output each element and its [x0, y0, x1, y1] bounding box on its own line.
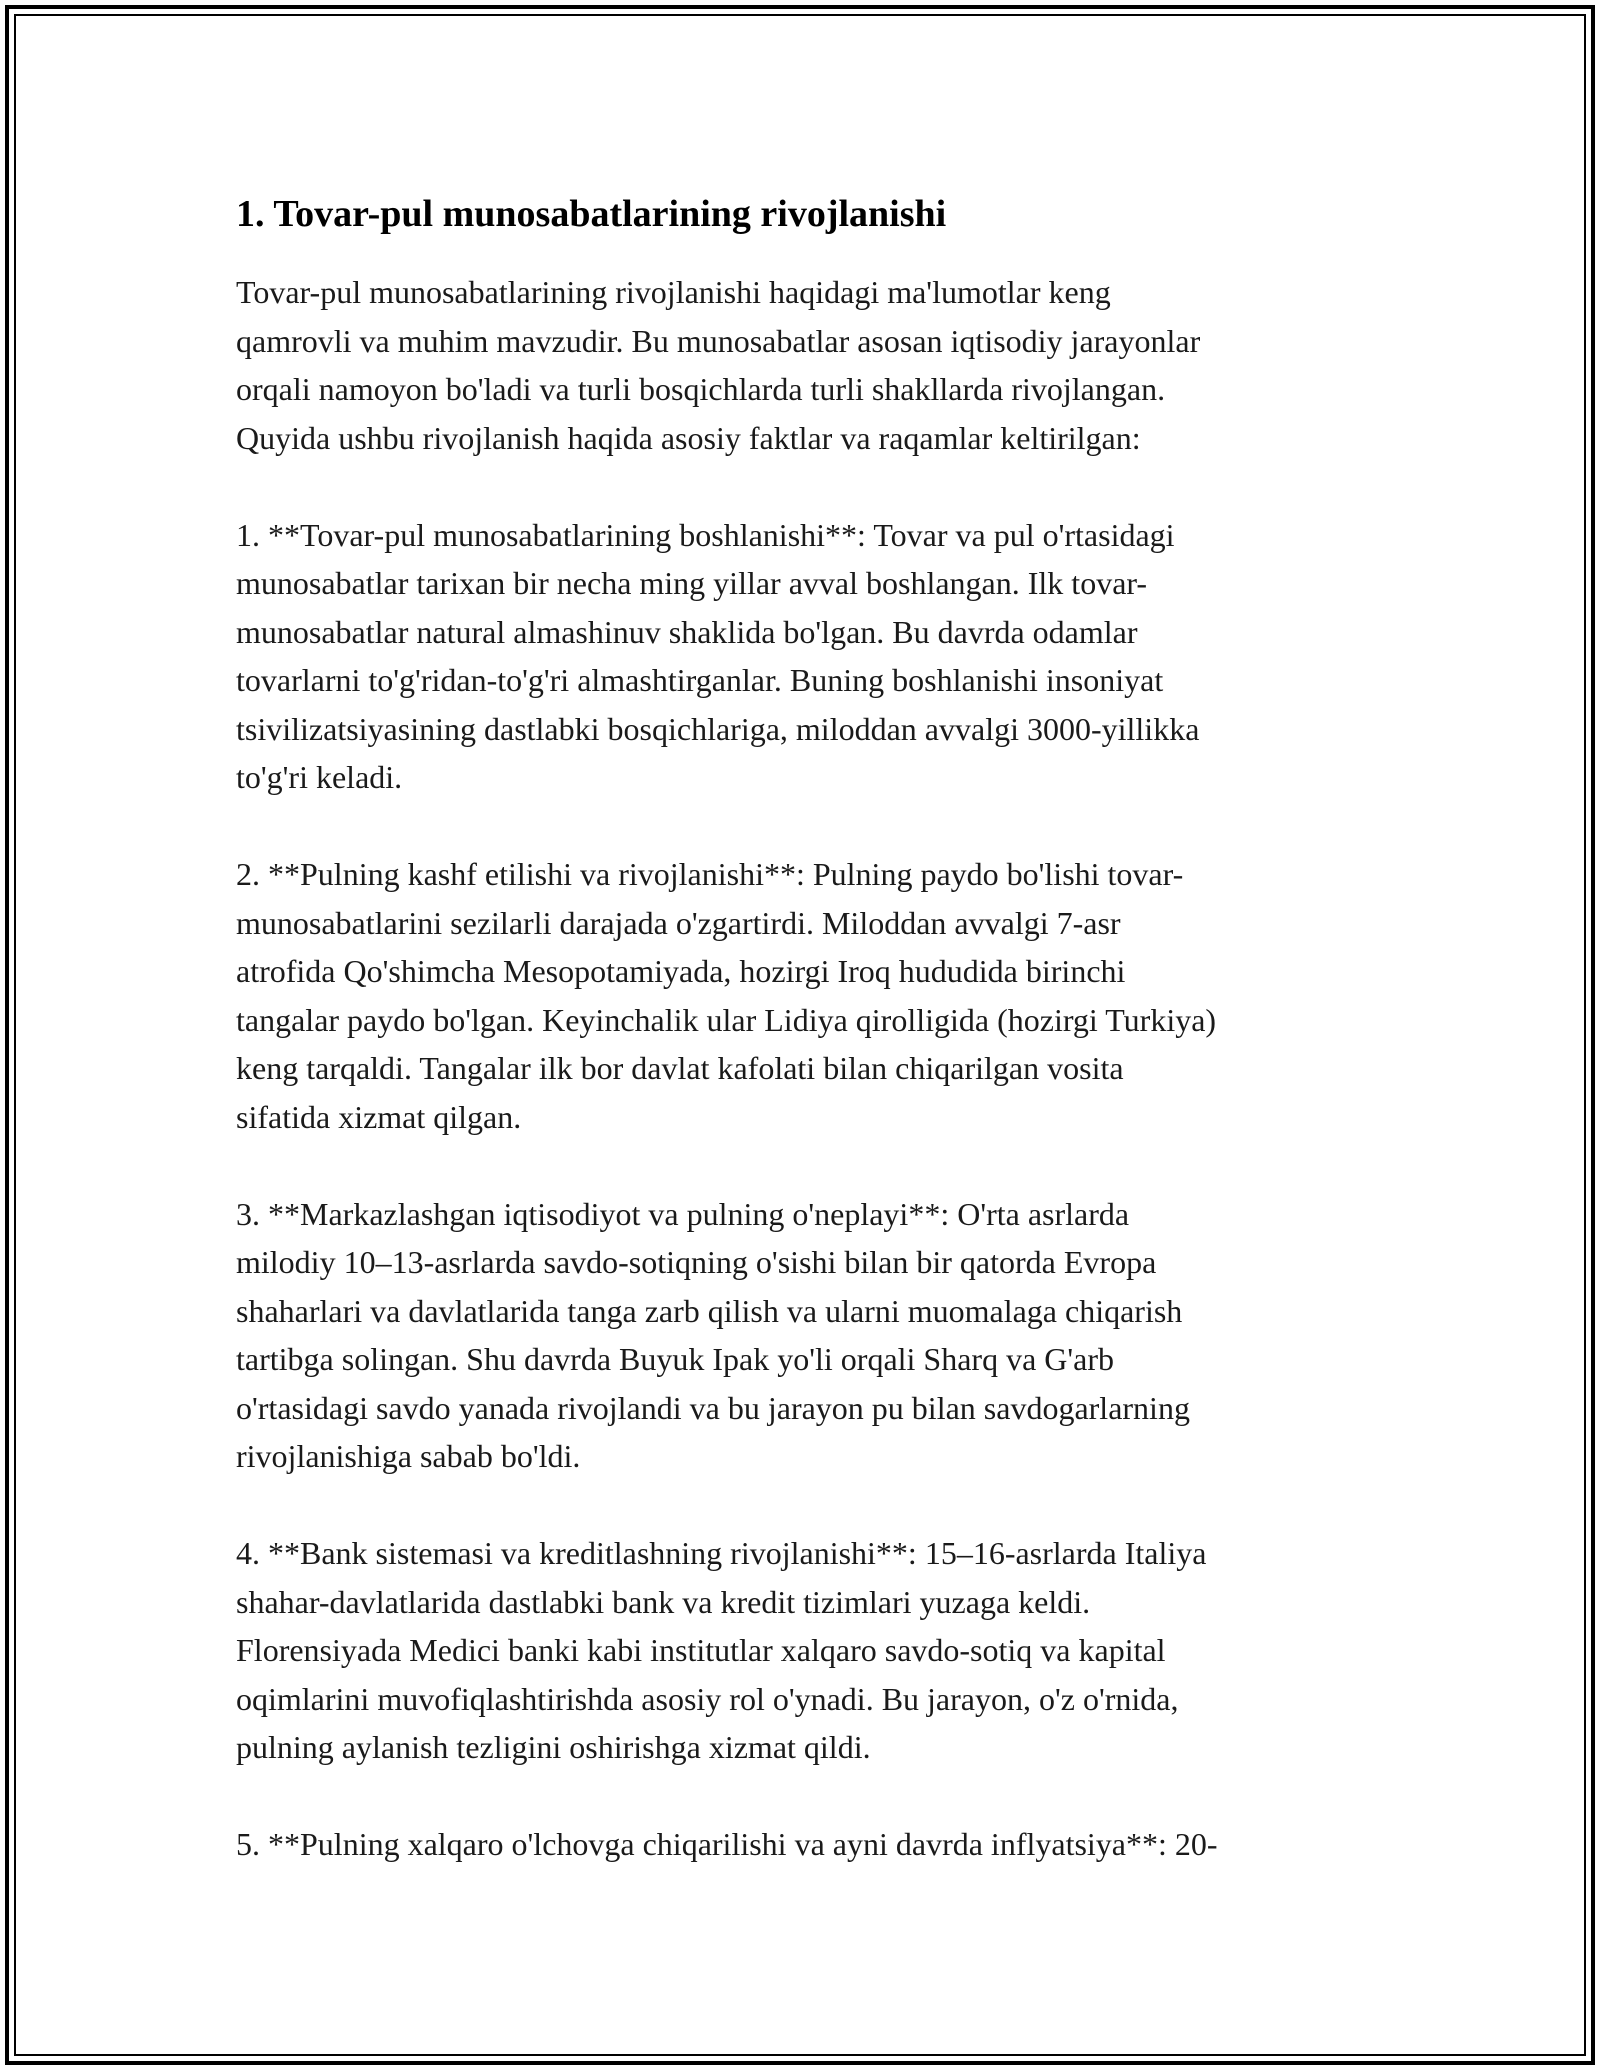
list-item-4-paragraph: [236, 1529, 1386, 1772]
text-line: 5. **Pulning xalqaro o'lchovga chiqarilishi va ayni davrda inflyatsiya**: 20-: [236, 1826, 1218, 1862]
document-body: [236, 186, 1386, 1917]
document-title: 1. Tovar-pul munosabatlarining rivojlanishi: [236, 193, 947, 235]
text-line: 2. **Pulning kashf etilishi va rivojlanishi**: Pulning paydo bo'lishi tovar-: [236, 856, 1184, 892]
text-line: Quyida ushbu rivojlanish haqida asosiy faktlar va raqamlar keltirilgan:: [236, 419, 1141, 456]
text-line: keng tarqaldi. Tangalar ilk bor davlat kafolati bilan chiqarilgan vosita: [236, 1050, 1124, 1086]
text-line: tartibga solingan. Shu davrda Buyuk Ipak yo'li orqali Sharq va G'arb: [236, 1341, 1115, 1377]
text-line: Tovar-pul munosabatlarining rivojlanishi haqidagi ma'lumotlar keng: [236, 274, 1111, 310]
list-item-5-paragraph: [236, 1820, 1386, 1869]
text-line: rivojlanishiga sabab bo'ldi.: [236, 1438, 581, 1474]
text-line: tsivilizatsiyasining dastlabki bosqichlariga, miloddan avvalgi 3000-yillikka: [236, 710, 1200, 747]
text-line: pulning aylanish tezligini oshirishga xizmat qildi.: [236, 1729, 871, 1765]
text-line: tovarlarni to'g'ridan-to'g'ri almashtirganlar. Buning boshlanishi insoniyat: [236, 662, 1164, 698]
text-line: 1. **Tovar-pul munosabatlarining boshlanishi**: Tovar va pul o'rtasidagi: [236, 516, 1175, 553]
intro-paragraph: [236, 268, 1386, 462]
text-line: munosabatlar tarixan bir necha ming yillar avval boshlangan. Ilk tovar-: [236, 565, 1148, 601]
text-line: tangalar paydo bo'lgan. Keyinchalik ular Lidiya qirolligida (hozirgi Turkiya): [236, 1001, 1217, 1038]
text-line: shahar-davlatlarida dastlabki bank va kredit tizimlari yuzaga keldi.: [236, 1583, 1091, 1620]
text-line: munosabatlarini sezilarli darajada o'zgartirdi. Miloddan avvalgi 7-asr: [236, 904, 1121, 941]
text-line: milodiy 10–13-asrlarda savdo-sotiqning o'sishi bilan bir qatorda Evropa: [236, 1244, 1157, 1280]
text-line: to'g'ri keladi.: [236, 759, 403, 795]
text-line: shaharlari va davlatlarida tanga zarb qilish va ularni muomalaga chiqarish: [236, 1292, 1183, 1329]
text-line: o'rtasidagi savdo yanada rivojlandi va bu jarayon pu bilan savdogarlarning: [236, 1389, 1190, 1426]
text-line: munosabatlar natural almashinuv shaklida bo'lgan. Bu davrda odamlar: [236, 613, 1138, 650]
text-line: qamrovli va muhim mavzudir. Bu munosabatlar asosan iqtisodiy jarayonlar: [236, 322, 1201, 359]
text-line: oqimlarini muvofiqlashtirishda asosiy rol o'ynadi. Bu jarayon, o'z o'rnida,: [236, 1680, 1179, 1717]
text-line: atrofida Qo'shimcha Mesopotamiyada, hozirgi Iroq hududida birinchi: [236, 953, 1126, 989]
text-line: 4. **Bank sistemasi va kreditlashning rivojlanishi**: 15–16-asrlarda Italiya: [236, 1535, 1207, 1571]
list-item-3-paragraph: [236, 1190, 1386, 1481]
text-line: 3. **Markazlashgan iqtisodiyot va pulning o'neplayi**: O'rta asrlarda: [236, 1195, 1130, 1232]
text-line: sifatida xizmat qilgan.: [236, 1098, 522, 1135]
list-item-2-paragraph: [236, 850, 1386, 1141]
text-line: Florensiyada Medici banki kabi institutlar xalqaro savdo-sotiq va kapital: [236, 1632, 1166, 1668]
text-line: orqali namoyon bo'ladi va turli bosqichlarda turli shakllarda rivojlangan.: [236, 371, 1166, 407]
list-item-1-paragraph: [236, 511, 1386, 802]
